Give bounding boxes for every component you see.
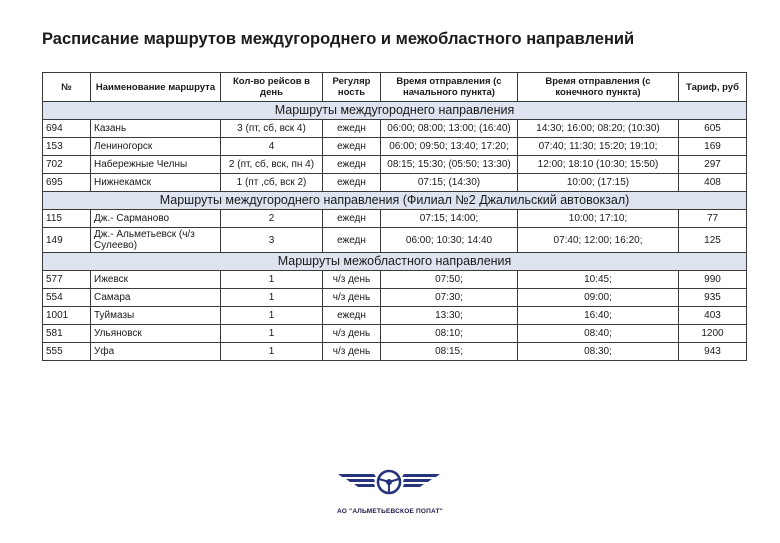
route-dep-start: 08:15; 15:30; (05:50; 13:30) [381,156,518,174]
route-dep-start: 13:30; [381,307,518,325]
route-dep-end: 10:45; [518,271,679,289]
route-dep-end: 07:40; 11:30; 15:20; 19:10; [518,138,679,156]
route-tariff: 990 [679,271,747,289]
route-dep-start: 06:00; 09:50; 13:40; 17:20; [381,138,518,156]
route-trips: 2 [221,210,323,228]
route-tariff: 169 [679,138,747,156]
route-dep-end: 08:30; [518,343,679,361]
route-num: 149 [43,228,91,253]
route-tariff: 935 [679,289,747,307]
route-name: Туймазы [91,307,221,325]
route-num: 115 [43,210,91,228]
route-dep-end: 14:30; 16:00; 08:20; (10:30) [518,120,679,138]
route-dep-end: 10:00; (17:15) [518,174,679,192]
route-regularity: ч/з день [323,289,381,307]
route-dep-end: 16:40; [518,307,679,325]
route-dep-start: 07:50; [381,271,518,289]
route-trips: 1 [221,343,323,361]
route-name: Ульяновск [91,325,221,343]
route-num: 577 [43,271,91,289]
table-row [43,343,747,361]
route-name: Казань [91,120,221,138]
route-regularity: ежедн [323,228,381,253]
route-name: Ижевск [91,271,221,289]
route-name: Нижнекамск [91,174,221,192]
route-num: 555 [43,343,91,361]
route-dep-end: 09:00; [518,289,679,307]
table-row [43,289,747,307]
section-row [43,192,747,210]
route-trips: 1 [221,325,323,343]
route-tariff: 403 [679,307,747,325]
section-row [43,102,747,120]
route-dep-end: 07:40; 12:00; 16:20; [518,228,679,253]
route-tariff: 125 [679,228,747,253]
header-name: Наименование маршрута [91,73,221,102]
route-num: 695 [43,174,91,192]
route-dep-start: 07:30; [381,289,518,307]
route-tariff: 605 [679,120,747,138]
section-row [43,253,747,271]
route-trips: 2 (пт, сб, вск, пн 4) [221,156,323,174]
route-trips: 1 [221,271,323,289]
table-row [43,120,747,138]
route-tariff: 77 [679,210,747,228]
header-num: № [43,73,91,102]
route-regularity: ежедн [323,174,381,192]
header-tariff: Тариф, руб [679,73,747,102]
table-row [43,210,747,228]
section-title: Маршруты междугороднего направления [43,102,747,120]
route-name: Лениногорск [91,138,221,156]
route-regularity: ежедн [323,138,381,156]
schedule-table [42,72,747,361]
table-row [43,271,747,289]
header-dep-start: Время отправления (с начального пункта) [381,73,518,102]
company-name: АО "АЛЬМЕТЬЕВСКОЕ ПОПАТ" [336,508,444,515]
route-trips: 1 [221,307,323,325]
header-trips: Кол-во рейсов в день [221,73,323,102]
route-name: Набережные Челны [91,156,221,174]
route-tariff: 943 [679,343,747,361]
header-dep-end: Время отправления (с конечного пункта) [518,73,679,102]
table-row [43,325,747,343]
route-name: Дж.- Сарманово [91,210,221,228]
route-regularity: ежедн [323,307,381,325]
route-num: 554 [43,289,91,307]
route-dep-start: 06:00; 08:00; 13:00; (16:40) [381,120,518,138]
route-regularity: ч/з день [323,343,381,361]
route-dep-start: 07:15; 14:00; [381,210,518,228]
route-dep-end: 12:00; 18:10 (10:30; 15:50) [518,156,679,174]
header-row [43,73,747,102]
route-name: Уфа [91,343,221,361]
route-name: Дж.- Альметьевск (ч/з Сулеево) [91,228,221,253]
route-regularity: ч/з день [323,325,381,343]
table-row [43,307,747,325]
route-trips: 3 [221,228,323,253]
route-tariff: 297 [679,156,747,174]
route-num: 153 [43,138,91,156]
route-dep-start: 08:15; [381,343,518,361]
section-title: Маршруты междугороднего направления (Филиал №2 Джалильский автовокзал) [43,192,747,210]
route-trips: 1 (пт ,сб, вск 2) [221,174,323,192]
table-row [43,174,747,192]
route-regularity: ежедн [323,120,381,138]
route-tariff: 1200 [679,325,747,343]
route-tariff: 408 [679,174,747,192]
route-dep-end: 08:40; [518,325,679,343]
wheel-icon [378,471,400,493]
route-regularity: ежедн [323,156,381,174]
route-regularity: ежедн [323,210,381,228]
company-logo [334,468,444,504]
header-regularity: Регуляр ность [323,73,381,102]
route-regularity: ч/з день [323,271,381,289]
route-num: 1001 [43,307,91,325]
route-dep-start: 06:00; 10:30; 14:40 [381,228,518,253]
route-trips: 1 [221,289,323,307]
table-row [43,156,747,174]
route-num: 694 [43,120,91,138]
section-title: Маршруты межобластного направления [43,253,747,271]
route-trips: 3 (пт, сб, вск 4) [221,120,323,138]
page-title: Расписание маршрутов междугороднего и межобластного направлений [42,30,635,48]
table-row [43,138,747,156]
route-name: Самара [91,289,221,307]
table-row [43,228,747,253]
route-dep-start: 07:15; (14:30) [381,174,518,192]
route-num: 702 [43,156,91,174]
route-num: 581 [43,325,91,343]
route-dep-end: 10:00; 17:10; [518,210,679,228]
route-trips: 4 [221,138,323,156]
route-dep-start: 08:10; [381,325,518,343]
